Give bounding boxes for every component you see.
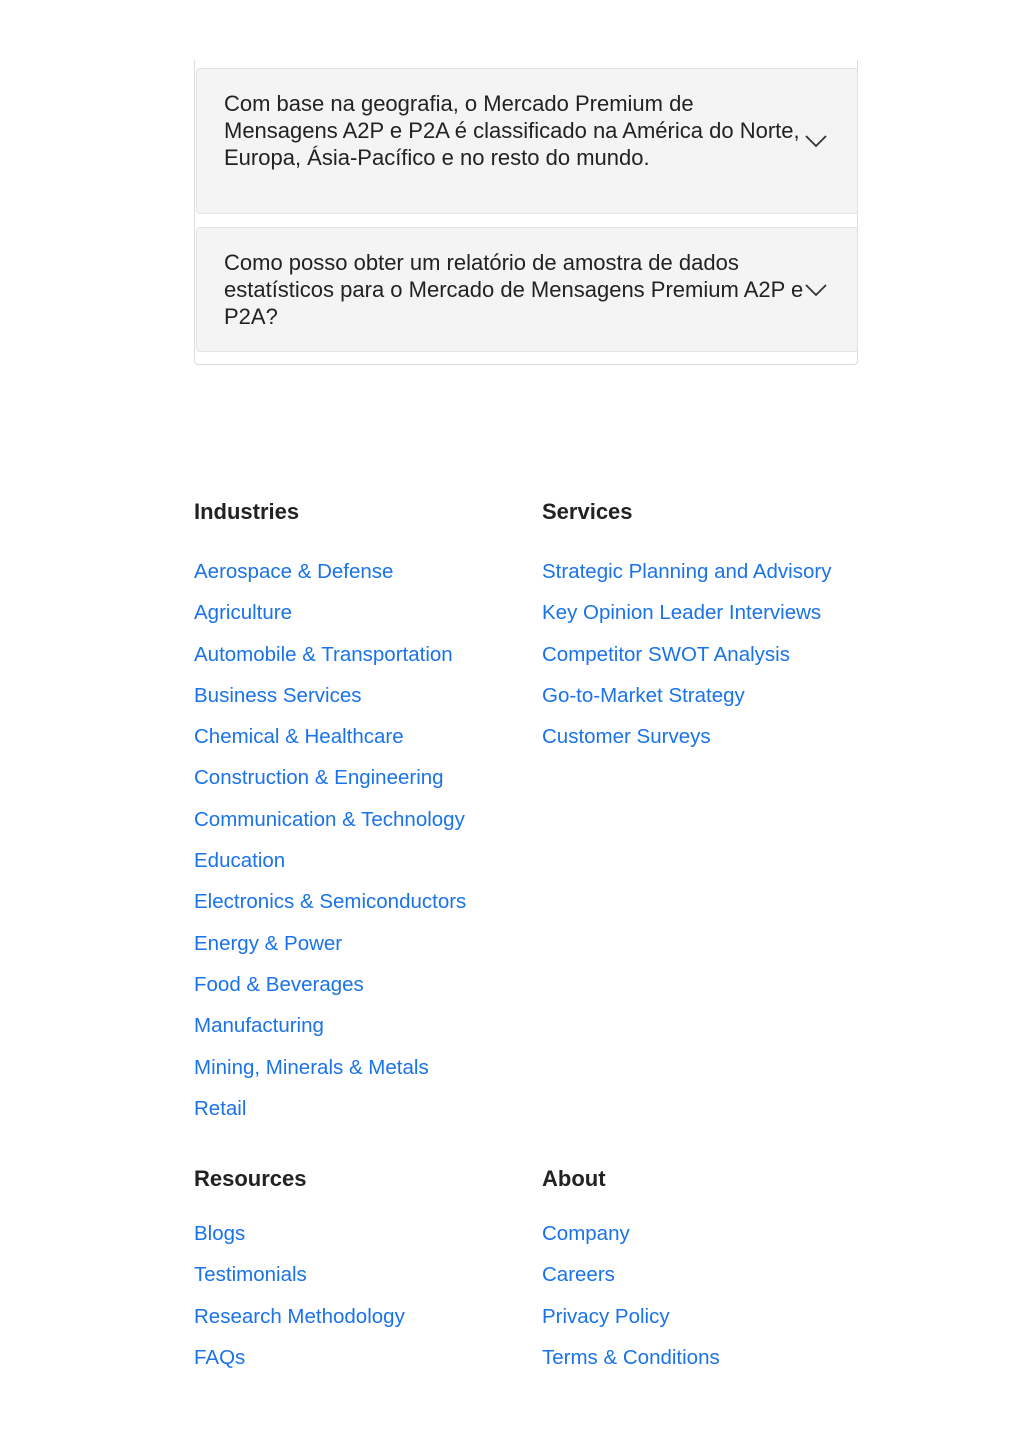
industry-link-agriculture[interactable]: Agriculture — [194, 601, 292, 625]
industries-heading: Industries — [194, 499, 300, 524]
service-link-go-to-market[interactable]: Go-to-Market Strategy — [542, 683, 745, 707]
industry-link-mining-minerals-metals[interactable]: Mining, Minerals & Metals — [194, 1055, 429, 1079]
about-link-privacy-policy[interactable]: Privacy Policy — [542, 1304, 670, 1328]
services-heading: Services — [542, 499, 633, 524]
about-heading: About — [542, 1166, 606, 1191]
industry-link-chemical-healthcare[interactable]: Chemical & Healthcare — [194, 725, 404, 749]
industry-link-construction-engineering[interactable]: Construction & Engineering — [194, 766, 444, 790]
resources-heading: Resources — [194, 1166, 307, 1191]
industry-link-business-services[interactable]: Business Services — [194, 683, 362, 707]
service-link-strategic-planning[interactable]: Strategic Planning and Advisory — [542, 560, 832, 583]
service-link-swot-analysis[interactable]: Competitor SWOT Analysis — [542, 642, 790, 666]
industry-link-automobile-transportation[interactable]: Automobile & Transportation — [194, 642, 453, 666]
industry-link-aerospace-defense[interactable]: Aerospace & Defense — [194, 560, 394, 583]
industry-link-retail[interactable]: Retail — [194, 1096, 247, 1120]
about-list — [542, 1220, 720, 1385]
service-link-customer-surveys[interactable]: Customer Surveys — [542, 725, 711, 749]
about-link-terms-conditions[interactable]: Terms & Conditions — [542, 1345, 720, 1369]
resource-link-research-methodology[interactable]: Research Methodology — [194, 1304, 405, 1328]
faq-question: Como posso obter um relatório de amostra de dados estatísticos para o Mercado de Mensagens Premium A2P e P2A? — [224, 250, 804, 329]
industry-link-communication-technology[interactable]: Communication & Technology — [194, 807, 465, 831]
faq-item[interactable] — [196, 227, 858, 352]
about-link-careers[interactable]: Careers — [542, 1263, 615, 1287]
service-link-kol-interviews[interactable]: Key Opinion Leader Interviews — [542, 601, 822, 625]
about-link-company[interactable]: Company — [542, 1222, 630, 1245]
industry-link-energy-power[interactable]: Energy & Power — [194, 931, 343, 955]
industry-link-manufacturing[interactable]: Manufacturing — [194, 1014, 324, 1038]
faq-accordion — [194, 60, 858, 365]
chevron-down-icon[interactable] — [803, 277, 829, 303]
chevron-down-icon[interactable] — [803, 128, 829, 154]
resource-link-blogs[interactable]: Blogs — [194, 1222, 246, 1245]
industry-link-food-beverages[interactable]: Food & Beverages — [194, 972, 364, 996]
industries-list — [194, 558, 466, 1136]
resources-list — [194, 1220, 405, 1385]
resource-link-faqs[interactable]: FAQs — [194, 1345, 246, 1369]
resource-link-testimonials[interactable]: Testimonials — [194, 1263, 307, 1287]
services-list — [542, 558, 831, 764]
faq-item[interactable] — [196, 68, 858, 214]
industry-link-electronics-semiconductors[interactable]: Electronics & Semiconductors — [194, 890, 467, 914]
industry-link-education[interactable]: Education — [194, 849, 286, 873]
faq-question: Com base na geografia, o Mercado Premium de Mensagens A2P e P2A é classificado na América do Norte, Europa, Ásia-Pacífico e no resto do mundo. — [224, 91, 800, 170]
